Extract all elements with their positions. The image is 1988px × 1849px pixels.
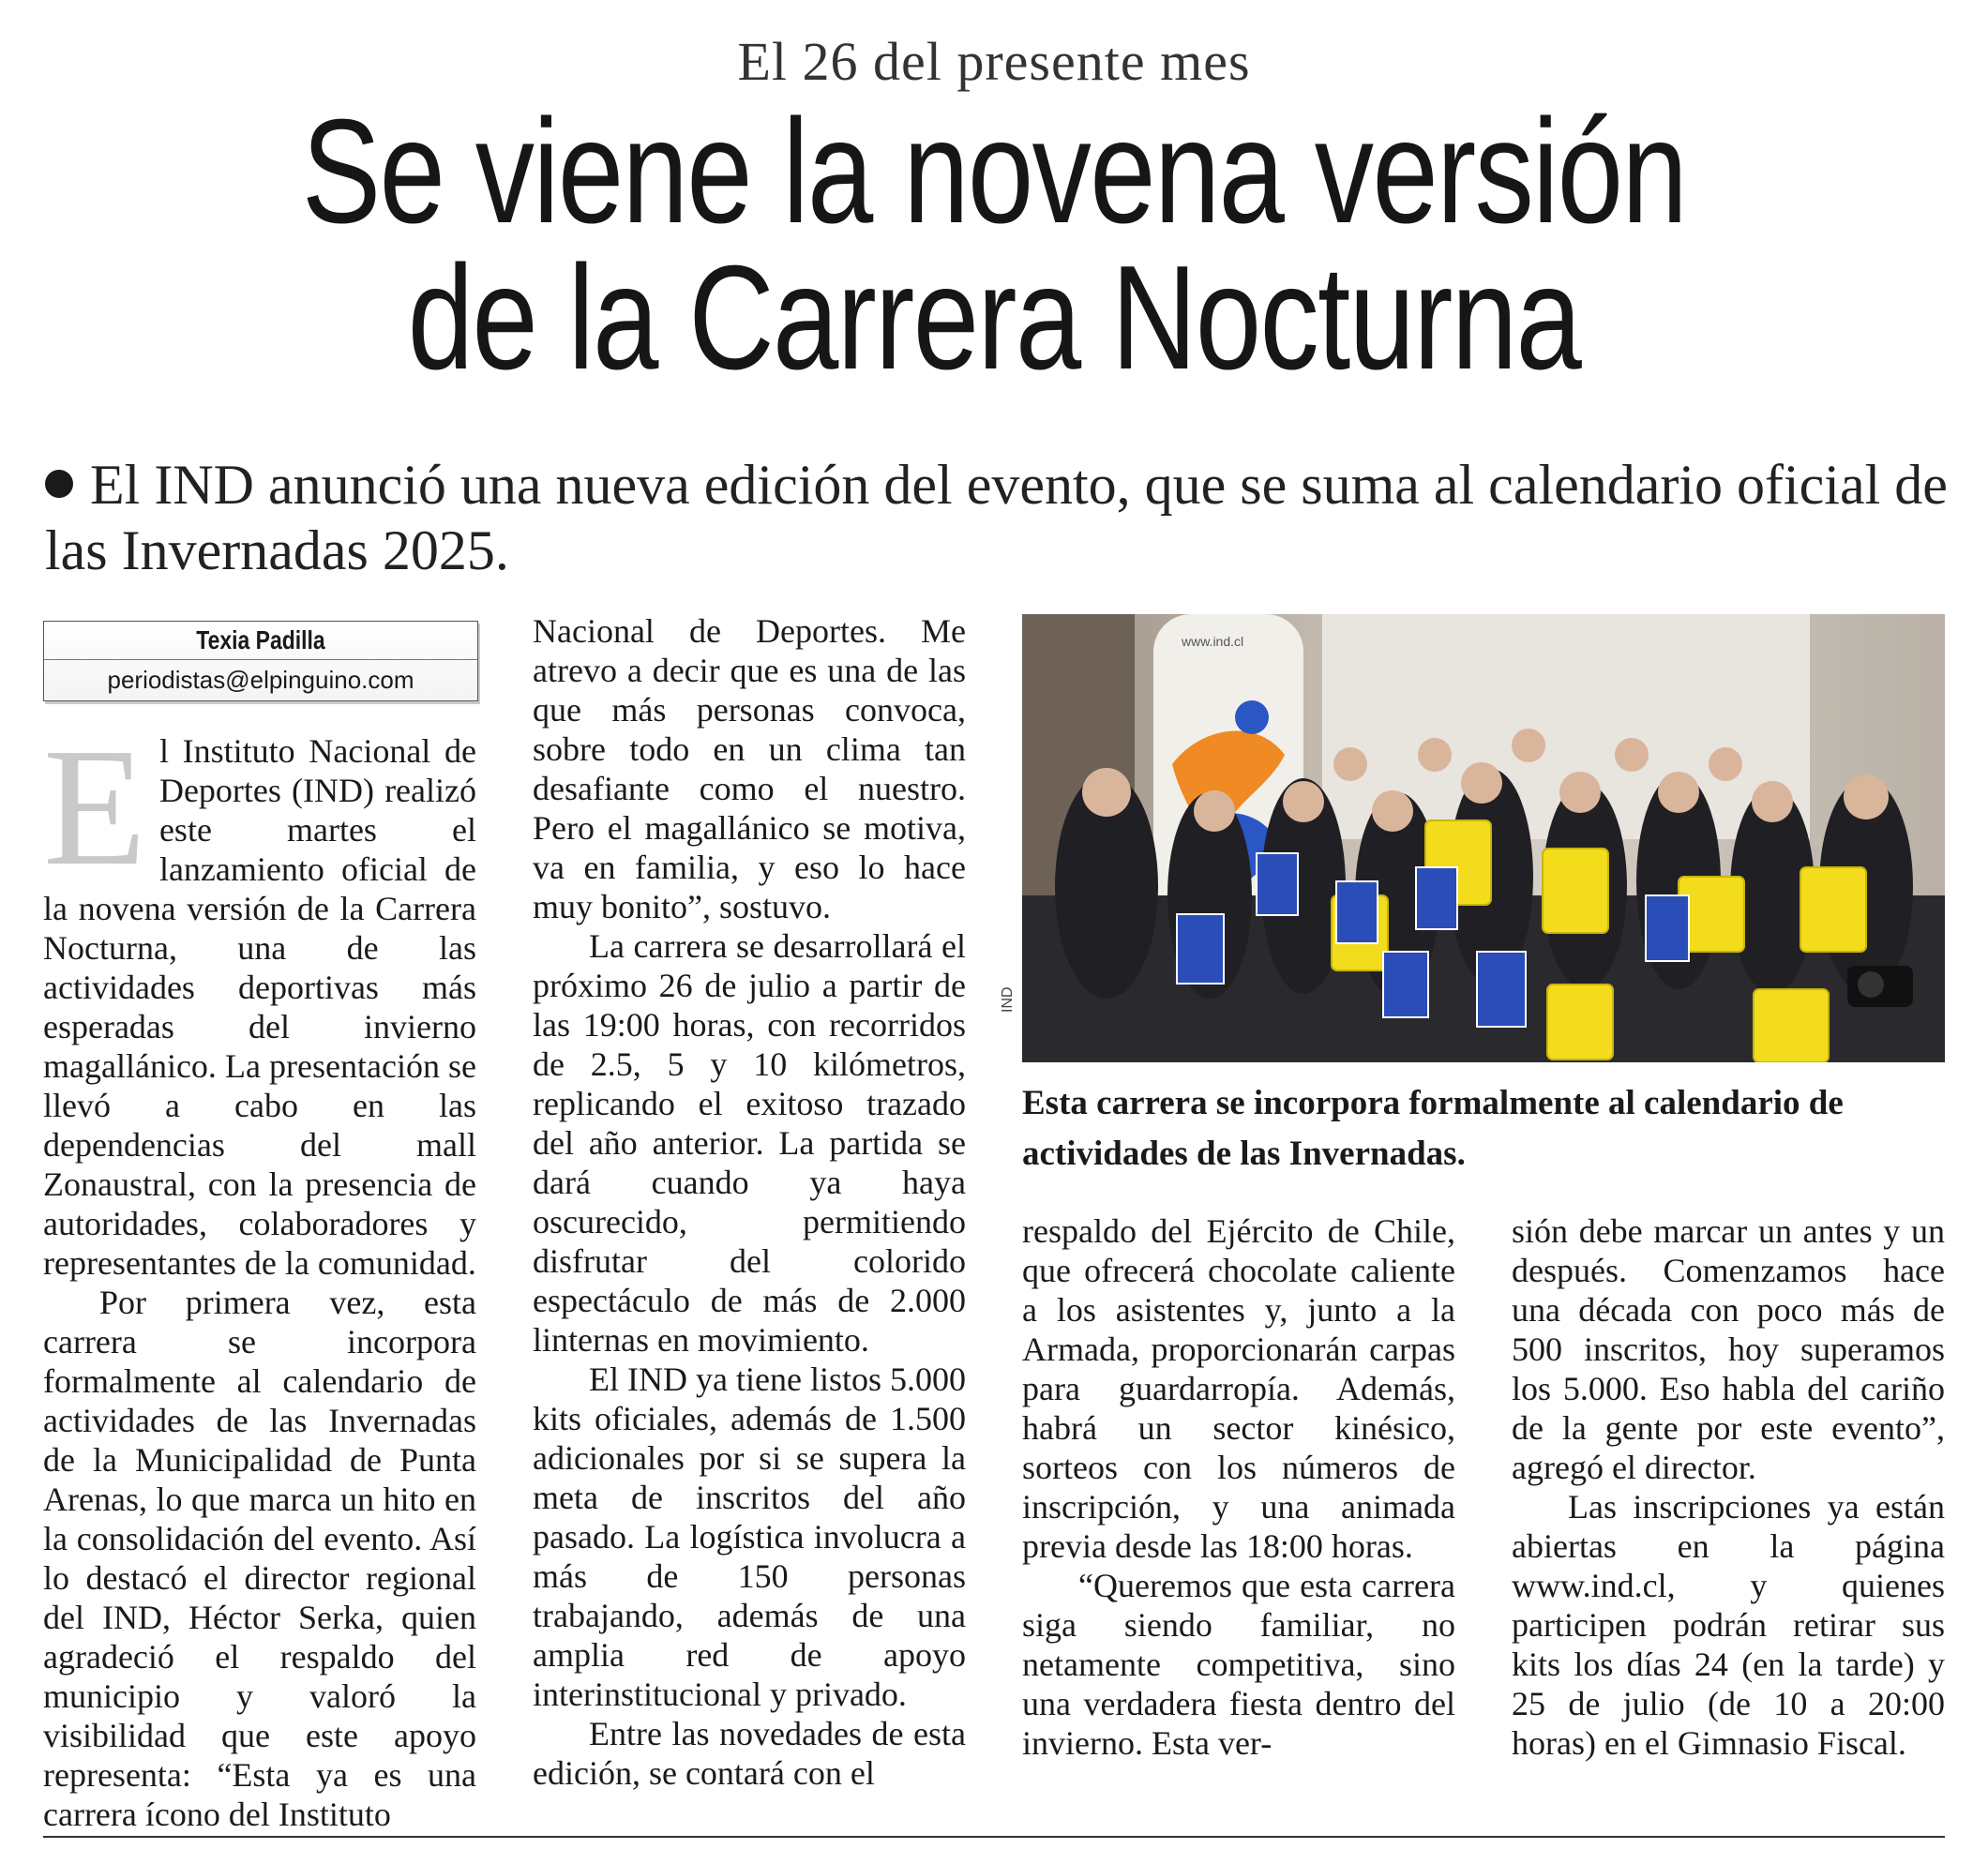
paragraph: La carrera se desarrollará el próximo 26 de julio a partir de las 19:00 horas, con recorridos de 2.5, 5 y 10 kilómetros, replicando el exitoso trazado del año anterior. La partida se dará cuando ya haya oscurecido, permitiendo disfrutar del colorido espectáculo de más de 2.000 linternas en movimiento.: [533, 927, 966, 1359]
photo-credit: IND: [1000, 986, 1016, 1013]
bullet-icon: [45, 470, 73, 498]
byline-email: periodistas@elpinguino.com: [107, 666, 414, 694]
paragraph: Nacional de Deportes. Me atrevo a decir que es una de las que más personas convoca, sobre todo en un clima tan desafiante como el nuestro. Pero el magallánico se motiva, va en familia, y eso lo hace muy bonito”, sostuvo.: [533, 612, 966, 925]
article-column-1: [43, 714, 476, 1834]
article-kicker: El 26 del presente mes: [737, 31, 1251, 92]
headline-line-1: Se viene la novena versión: [301, 89, 1687, 254]
paragraph: Entre las novedades de esta edición, se contará con el: [533, 1715, 966, 1792]
article-photo: [1022, 614, 1945, 1062]
photo-caption: Esta carrera se incorpora formalmente al calendario de actividades de las Invernadas.: [1022, 1084, 1844, 1173]
article-column-2: [533, 611, 966, 1793]
drop-cap: E: [43, 714, 146, 900]
article-column-3: [1022, 1211, 1455, 1763]
article-deck: [45, 452, 1949, 583]
paragraph-text: l Instituto Nacional de Deportes (IND) realizó este martes el lanzamiento oficial de la novena versión de la Carrera Nocturna, una de las actividades deportivas más esperadas del invierno magallánico. La presentación se llevó a cabo en las dependencias del mall Zonaustral, con la presencia de autoridades, colaboradores y representantes de la comunidad.: [43, 732, 476, 1282]
byline-divider: [44, 659, 477, 660]
deck-text: El IND anunció una nueva edición del evento, que se suma al calendario oficial de las Invernadas 2025.: [45, 454, 1948, 581]
paragraph: El IND ya tiene listos 5.000 kits oficiales, además de 1.500 adicionales por si se supera la meta de inscritos del año pasado. La logística involucra a más de 150 personas trabajando, además de una amplia red de apoyo interinstitucional y privado.: [533, 1360, 966, 1713]
article-headline: [199, 89, 1789, 400]
article-column-4: [1512, 1211, 1945, 1763]
paragraph: Por primera vez, esta carrera se incorpora formalmente al calendario de actividades de las Invernadas de la Municipalidad de Punta Arenas, lo que marca un hito en la consolidación del evento. Así lo destacó el director regional del IND, Héctor Serka, quien agradeció el respaldo del municipio y valoró la visibilidad que este apoyo representa: “Esta ya es una carrera ícono del Instituto: [43, 1284, 476, 1833]
paragraph: sión debe marcar un antes y un después. Comenzamos hace una década con poco más de 500 inscritos, hoy superamos los 5.000. Eso habla del cariño de la gente por este evento”, agregó el director.: [1512, 1212, 1945, 1486]
paragraph: [43, 714, 476, 1283]
group-photo-illustration: [1022, 614, 1945, 1062]
paragraph: “Queremos que esta carrera siga siendo familiar, no netamente competitiva, sino una verdadera fiesta dentro del invierno. Esta ver-: [1022, 1567, 1455, 1762]
paragraph: Las inscripciones ya están abiertas en la página www.ind.cl, y quienes participen podrán retirar sus kits los días 24 (en la tarde) y 25 de julio (de 10 a 20:00 horas) en el Gimnasio Fiscal.: [1512, 1488, 1945, 1762]
paragraph: respaldo del Ejército de Chile, que ofrecerá chocolate caliente a los asistentes y, junto a la Armada, proporcionarán carpas para guardarropía. Además, habrá un sector kinésico, sorteos con los números de inscripción, y una animada previa desde las 18:00 horas.: [1022, 1212, 1455, 1565]
bottom-rule: [43, 1836, 1945, 1838]
banner-url: www.ind.cl: [1182, 634, 1244, 649]
byline-box: [43, 621, 478, 701]
byline-author: Texia Padilla: [196, 625, 325, 654]
headline-line-2: de la Carrera Nocturna: [407, 235, 1581, 400]
